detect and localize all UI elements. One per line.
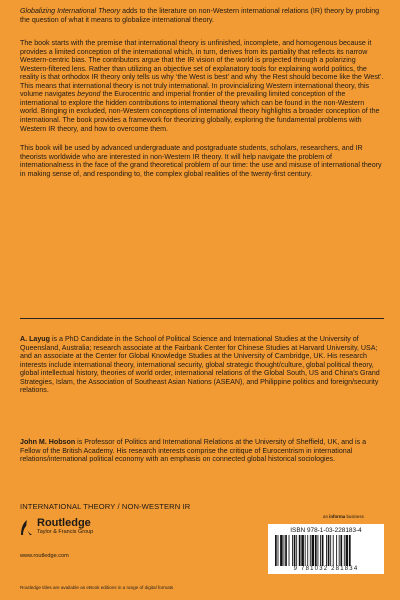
subject-category: INTERNATIONAL THEORY / NON-WESTERN IR [20, 502, 191, 511]
barcode-bar [296, 535, 297, 566]
barcode-bar [326, 535, 327, 566]
barcode-bar [320, 535, 321, 566]
barcode-bar [336, 535, 337, 566]
barcode-digits: 9 781032 281834 [293, 566, 359, 572]
barcode-bar [328, 535, 330, 566]
author2-name: John M. Hobson [20, 438, 76, 446]
divider [20, 318, 384, 319]
barcode-icon [273, 535, 379, 566]
barcode-bar [344, 535, 345, 566]
barcode-bar [301, 535, 304, 566]
barcode-bar [318, 535, 319, 566]
barcode-bar [340, 535, 342, 566]
barcode-bar [299, 535, 301, 566]
publisher-subtitle: Taylor & Francis Group [37, 529, 94, 535]
publisher-website: www.routledge.com [20, 553, 69, 559]
barcode-bar [312, 535, 315, 566]
barcode-bar [289, 535, 290, 566]
premise-text-a: The book starts with the premise that international theory is unfinished, incomplete, and homogenous because it provides a limited conception of the international which, in turn, derives from its partiality that reflects its narrow Western-centric bias. The contributors argue that the IR vision of the world is projected through a polarizing Western-filtered lens. Rather than utilizing an objective set of explanatory tools for explaining world politics, the reality is that orthodox IR theory only tells us why ‘the West is best’ and why ‘the Rest should become like the West’. This means that international theory is not truly international. In provincializing Western international theory, this volume navigates [20, 39, 384, 99]
barcode-bar [285, 535, 287, 566]
author2-bio [20, 438, 384, 464]
author1-name: A. Layug [20, 335, 50, 343]
barcode-bar [333, 535, 334, 566]
ebook-note: Routledge titles are available as eBook editions in a range of digital formats [20, 585, 174, 590]
author1-text: is a PhD Candidate in the School of Political Science and International Studies at the University of Queensland, Australia; research associate at the Fairbank Center for Chinese Studies at Harvard University, USA; and an associate at the Center for Global Knowledge Studies at the University of Cambridge, UK. His research interests include international theory, international security, global strategic thought/culture, global political theory, global intellectual history, theories of world order, international relations of the Global South, US and China’s Grand Strategies, Islam, the Association of Southeast Asian Nations (ASEAN), and Philippine politics and foreign/security relations. [20, 335, 380, 395]
barcode-bar [292, 535, 293, 566]
barcode-bar [284, 535, 285, 566]
barcode-bar [349, 535, 351, 566]
intro-paragraph [20, 7, 384, 24]
barcode-bar [339, 535, 340, 566]
barcode-bar [322, 535, 324, 566]
publisher-name: Routledge [37, 517, 91, 529]
barcode-panel [268, 524, 384, 574]
barcode-bar [310, 535, 311, 566]
intro-text: adds to the literature on non-Western international relations (IR) theory by probing the question of what it means to globalize international theory. [20, 7, 380, 24]
premise-emphasis: beyond [77, 90, 101, 99]
book-title: Globalizing International Theory [20, 7, 121, 15]
barcode-bar [330, 535, 331, 566]
informa-note: an informa business [323, 514, 364, 519]
premise-text-b: the Eurocentric and imperial frontier of the prevailing limited conception of the international to explore the hidden contributions to international theory which can be found in the non-Western world. Bringing in excluded, non-Western conceptions of international theory highlights a broader conception of the international. The book provides a framework for theorizing globally, exploring the fundamental problems with Western IR theory, and how to overcome them. [20, 90, 380, 133]
audience-paragraph: This book will be used by advanced undergraduate and postgraduate students, scholars, researchers, and IR theorists worldwide who are interested in non-Western IR theory. It will help navigate the problem of internationalness in the face of the grand theoretical problem of our time: the use and misuse of international theory in making sense of, and responding to, the complex global realities of the twenty-first century. [20, 144, 382, 178]
publisher-logo [20, 518, 93, 536]
premise-paragraph [20, 39, 384, 133]
barcode-bar [275, 535, 277, 566]
author2-text: is Professor of Politics and International Relations at the University of Sheffield, UK, and is a Fellow of the British Academy. His research interests comprise the critique of Eurocentrism in international relations/international political economy with an emphasis on connected global historical sociologies. [20, 438, 367, 464]
routledge-logo-icon [20, 519, 33, 536]
barcode-bar [305, 535, 306, 566]
isbn-label: ISBN 978-1-03-228183-4 [290, 527, 362, 534]
barcode-bar [346, 535, 349, 566]
barcode-bar [294, 535, 296, 566]
barcode-bar [315, 535, 317, 566]
barcode-bar [307, 535, 308, 566]
barcode-bar [280, 535, 283, 566]
barcode-bar [278, 535, 279, 566]
author1-bio [20, 335, 384, 395]
description [20, 7, 384, 178]
